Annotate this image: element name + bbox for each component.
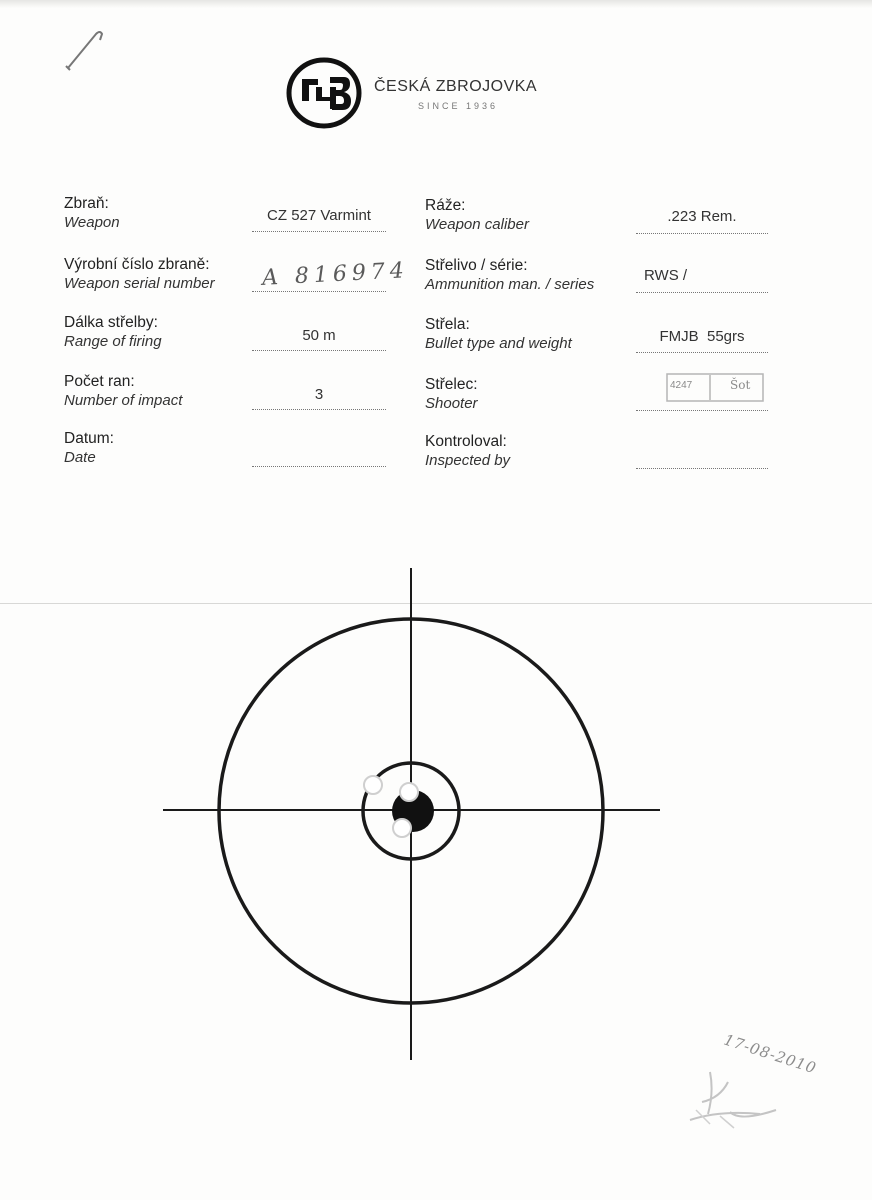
weapon-sublabel: Weapon [64, 214, 120, 231]
bullet-value: FMJB 55grs [659, 328, 745, 345]
range-label: Dálka střelby: [64, 314, 158, 331]
shots-label: Počet ran: [64, 373, 135, 390]
weapon-value: CZ 527 Varmint [267, 207, 371, 224]
serial-value: A 816974 [261, 258, 410, 291]
ammo-value: RWS / [644, 267, 688, 284]
stamp-number: 4247 [670, 380, 693, 391]
range-sublabel: Range of firing [64, 333, 162, 350]
shooter-sublabel: Shooter [425, 395, 478, 412]
weapon-label: Zbraň: [64, 195, 109, 212]
range-value: 50 m [302, 327, 336, 344]
shots-value: 3 [314, 386, 324, 403]
brand-name: ČESKÁ ZBROJOVKA [374, 78, 538, 95]
bullet-sublabel: Bullet type and weight [425, 335, 572, 352]
ammo-sublabel: Ammunition man. / series [425, 276, 595, 293]
brand-since: SINCE 1936 [418, 101, 499, 111]
ammo-label: Střelivo / série: [425, 257, 528, 274]
caliber-sublabel: Weapon caliber [425, 216, 529, 233]
date-label: Datum: [64, 430, 114, 447]
impact-hole-2 [400, 783, 418, 801]
stamp-name: Šot [730, 378, 751, 392]
serial-label: Výrobní číslo zbraně: [64, 256, 210, 273]
serial-sublabel: Weapon serial number [64, 275, 215, 292]
shooter-label: Střelec: [425, 376, 478, 393]
bullet-label: Střela: [425, 316, 470, 333]
date-sublabel: Date [64, 449, 96, 466]
impact-hole-1 [364, 776, 382, 794]
impact-hole-3 [393, 819, 411, 837]
shots-sublabel: Number of impact [64, 392, 183, 409]
date-stamp: 17-08-2010 [721, 1030, 819, 1078]
inspected-label: Kontroloval: [425, 433, 507, 450]
caliber-label: Ráže: [425, 197, 466, 214]
inspected-sublabel: Inspected by [425, 452, 511, 469]
caliber-value: .223 Rem. [667, 208, 737, 225]
